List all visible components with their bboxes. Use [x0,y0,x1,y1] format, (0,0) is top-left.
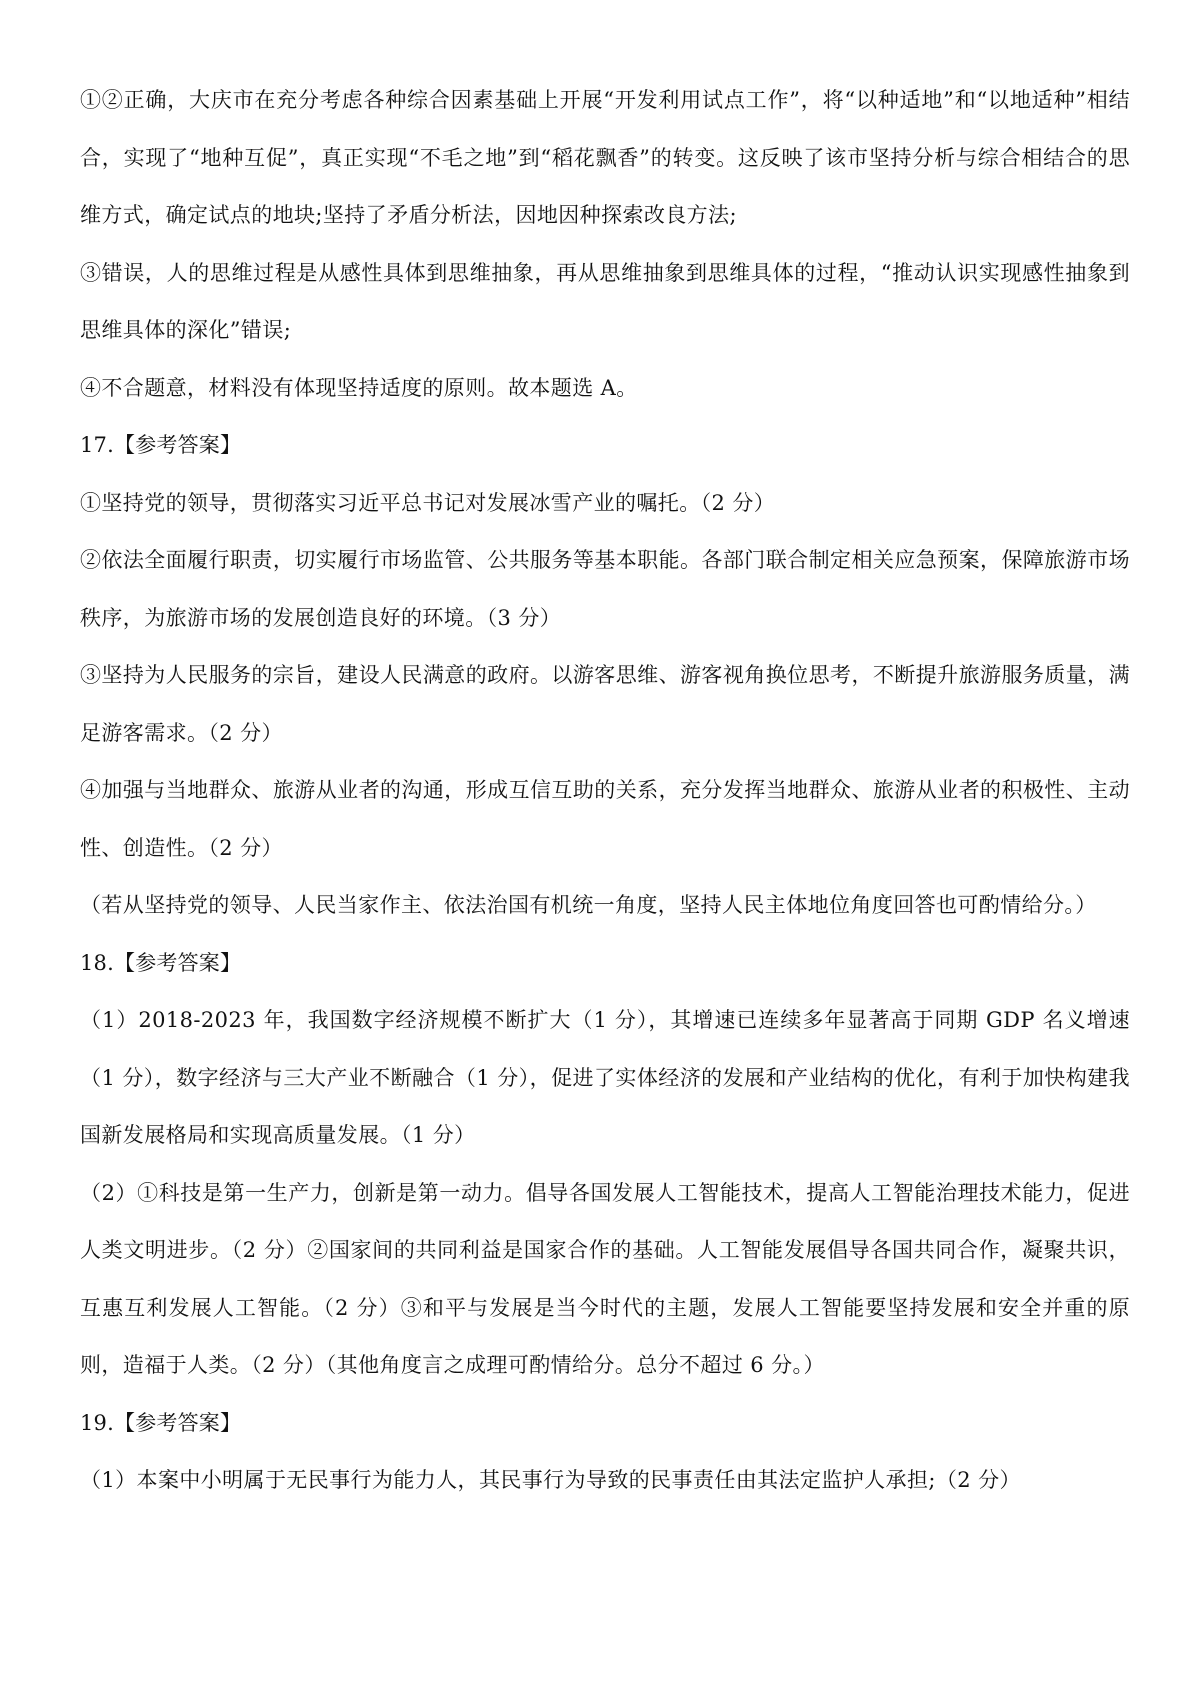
q17-point-3: ③坚持为人民服务的宗旨，建设人民满意的政府。以游客思维、游客视角换位思考，不断提升旅游服务质量，满足游客需求。（2 分） [80,663,1130,745]
q17-point-1: ①坚持党的领导，贯彻落实习近平总书记对发展冰雪产业的嘱托。（2 分） [80,490,776,515]
q19-heading: 19.【参考答案】 [80,1410,242,1435]
q17-point-4: ④加强与当地群众、旅游从业者的沟通，形成互信互助的关系，充分发挥当地群众、旅游从业者的积极性、主动性、创造性。（2 分） [80,778,1130,860]
q17-heading: 17.【参考答案】 [80,433,242,457]
q17-note: （若从坚持党的领导、人民当家作主、依法治国有机统一角度，坚持人民主体地位角度回答也可酌情给分。） [80,893,1097,917]
q18-heading: 18.【参考答案】 [80,950,242,975]
q16-analysis-option3: ③错误，人的思维过程是从感性具体到思维抽象，再从思维抽象到思维具体的过程，“推动认识实现感性抽象到思维具体的深化”错误; [80,260,1130,342]
q16-analysis-option4: ④不合题意，材料没有体现坚持适度的原则。故本题选 A。 [80,375,638,400]
q19-part-1: （1）本案中小明属于无民事行为能力人，其民事行为导致的民事责任由其法定监护人承担;（2 分） [80,1468,1021,1492]
q18-part-1: （1）2018-2023 年，我国数字经济规模不断扩大（1 分），其增速已连续多年显著高于同期 GDP 名义增速（1 分），数字经济与三大产业不断融合（1 分），促进了实体经济的发展和产业结构的优化，有利于加快构建我国新发展格局和实现高质量发展。（1 分） [80,1008,1130,1147]
answer-document [80,72,1130,1510]
q18-part-2: （2）①科技是第一生产力，创新是第一动力。倡导各国发展人工智能技术，提高人工智能治理技术能力，促进人类文明进步。（2 分）②国家间的共同利益是国家合作的基础。人工智能发展倡导各国共同合作，凝聚共识，互惠互利发展人工智能。（2 分）③和平与发展是当今时代的主题，发展人工智能要坚持发展和安全并重的原则，造福于人类。（2 分）（其他角度言之成理可酌情给分。总分不超过 6 分。） [80,1180,1130,1377]
q17-point-2: ②依法全面履行职责，切实履行市场监管、公共服务等基本职能。各部门联合制定相关应急预案，保障旅游市场秩序，为旅游市场的发展创造良好的环境。（3 分） [80,548,1130,630]
q16-analysis-correct: ①②正确，大庆市在充分考虑各种综合因素基础上开展“开发利用试点工作”，将“以种适地”和“以地适种”相结合，实现了“地种互促”，真正实现“不毛之地”到“稻花飘香”的转变。这反映了该市坚持分析与综合相结合的思维方式，确定试点的地块;坚持了矛盾分析法，因地因种探索改良方法; [80,88,1130,227]
